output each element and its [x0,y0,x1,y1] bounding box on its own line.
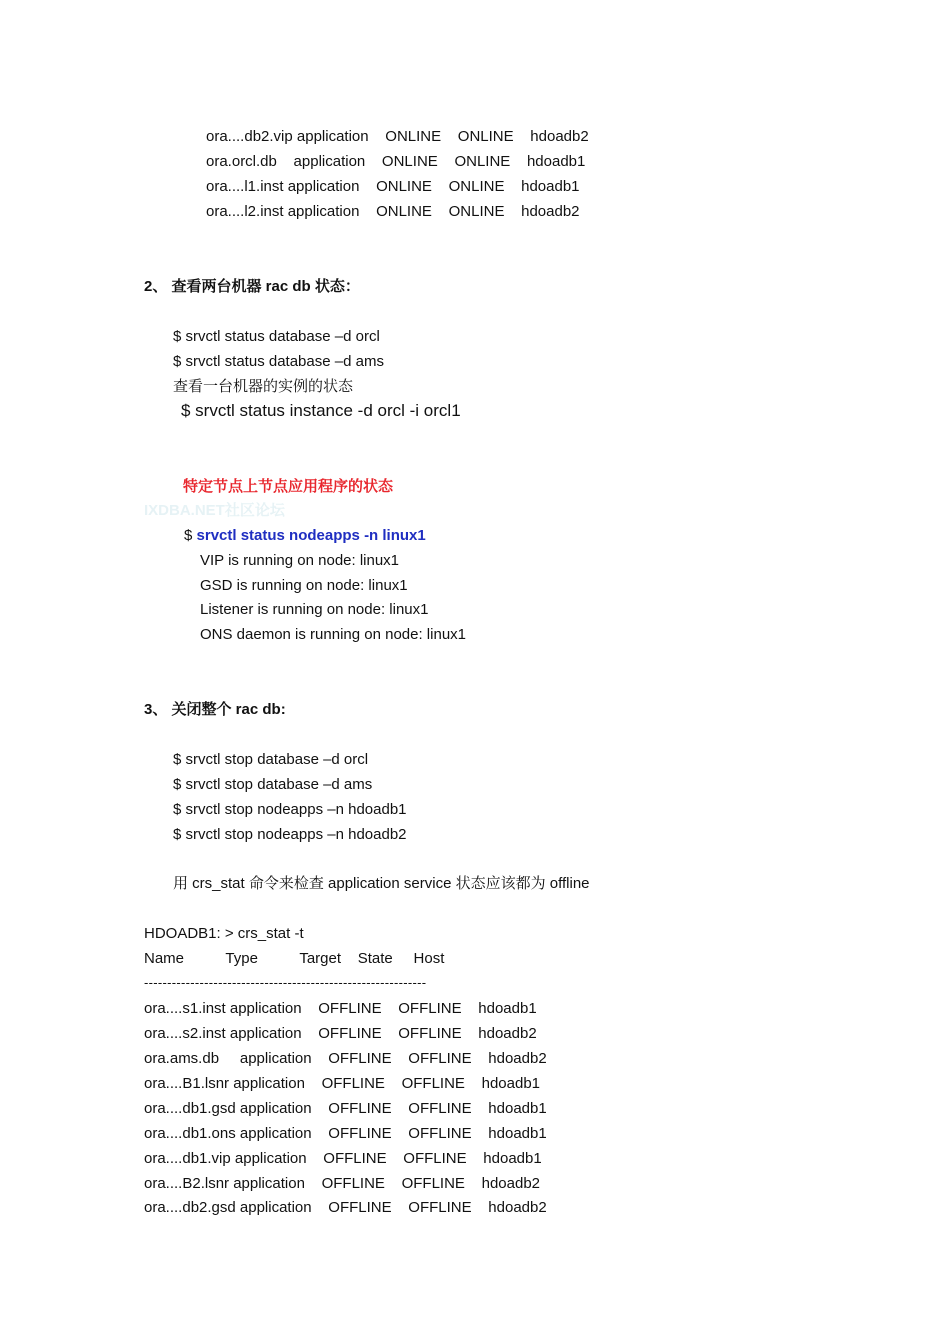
table-row: ora....db1.gsd application OFFLINE OFFLINE hdoadb1 [144,1100,547,1117]
status-row: ora....db2.vip application ONLINE ONLINE hdoadb2 [206,128,589,145]
status-row: ora.orcl.db application ONLINE ONLINE hdoadb1 [206,153,586,170]
section-3-heading: 3、 关闭整个 rac db: [144,701,286,718]
table-row: ora....B2.lsnr application OFFLINE OFFLINE hdoadb2 [144,1175,541,1192]
command-line: $ srvctl status database –d orcl [173,328,380,345]
offline-note: 用 crs_stat 命令来检查 application service 状态应该都为 offline [173,875,590,892]
crs-prompt: HDOADB1: > crs_stat -t [144,925,304,942]
instance-command: $ srvctl status instance -d orcl -i orcl1 [181,401,461,420]
nodeapps-output: VIP is running on node: linux1 [200,552,400,569]
table-separator: ------------------------------------------------------------- [144,975,427,990]
nodeapps-command-text: srvctl status nodeapps -n linux1 [196,527,426,544]
table-row: ora....db1.ons application OFFLINE OFFLINE hdoadb1 [144,1125,547,1142]
watermark-text: IXDBA.NET社区论坛 [144,502,285,519]
nodeapps-heading: 特定节点上节点应用程序的状态 [183,478,394,495]
table-row: ora....s2.inst application OFFLINE OFFLINE hdoadb2 [144,1025,537,1042]
table-header: Name Type Target State Host [144,950,445,967]
nodeapps-output: GSD is running on node: linux1 [200,577,408,594]
table-row: ora....s1.inst application OFFLINE OFFLINE hdoadb1 [144,1000,537,1017]
nodeapps-output: Listener is running on node: linux1 [200,601,429,618]
command-line: $ srvctl stop database –d orcl [173,751,369,768]
table-row: ora....db2.gsd application OFFLINE OFFLINE hdoadb2 [144,1199,547,1216]
command-line: $ srvctl stop nodeapps –n hdoadb2 [173,826,407,843]
status-row: ora....l1.inst application ONLINE ONLINE hdoadb1 [206,178,580,195]
instance-note: 查看一台机器的实例的状态 [173,377,354,395]
prompt-symbol: $ [184,527,197,544]
status-row: ora....l2.inst application ONLINE ONLINE hdoadb2 [206,203,580,220]
command-line: $ srvctl stop database –d ams [173,776,373,793]
table-row: ora....db1.vip application OFFLINE OFFLINE hdoadb1 [144,1150,542,1167]
command-line: $ srvctl stop nodeapps –n hdoadb1 [173,801,407,818]
nodeapps-output: ONS daemon is running on node: linux1 [200,626,467,643]
section-2-heading: 2、 查看两台机器 rac db 状态： [144,278,360,295]
table-row: ora.ams.db application OFFLINE OFFLINE hdoadb2 [144,1050,547,1067]
table-row: ora....B1.lsnr application OFFLINE OFFLINE hdoadb1 [144,1075,541,1092]
nodeapps-command [184,527,426,545]
command-line: $ srvctl status database –d ams [173,353,384,370]
